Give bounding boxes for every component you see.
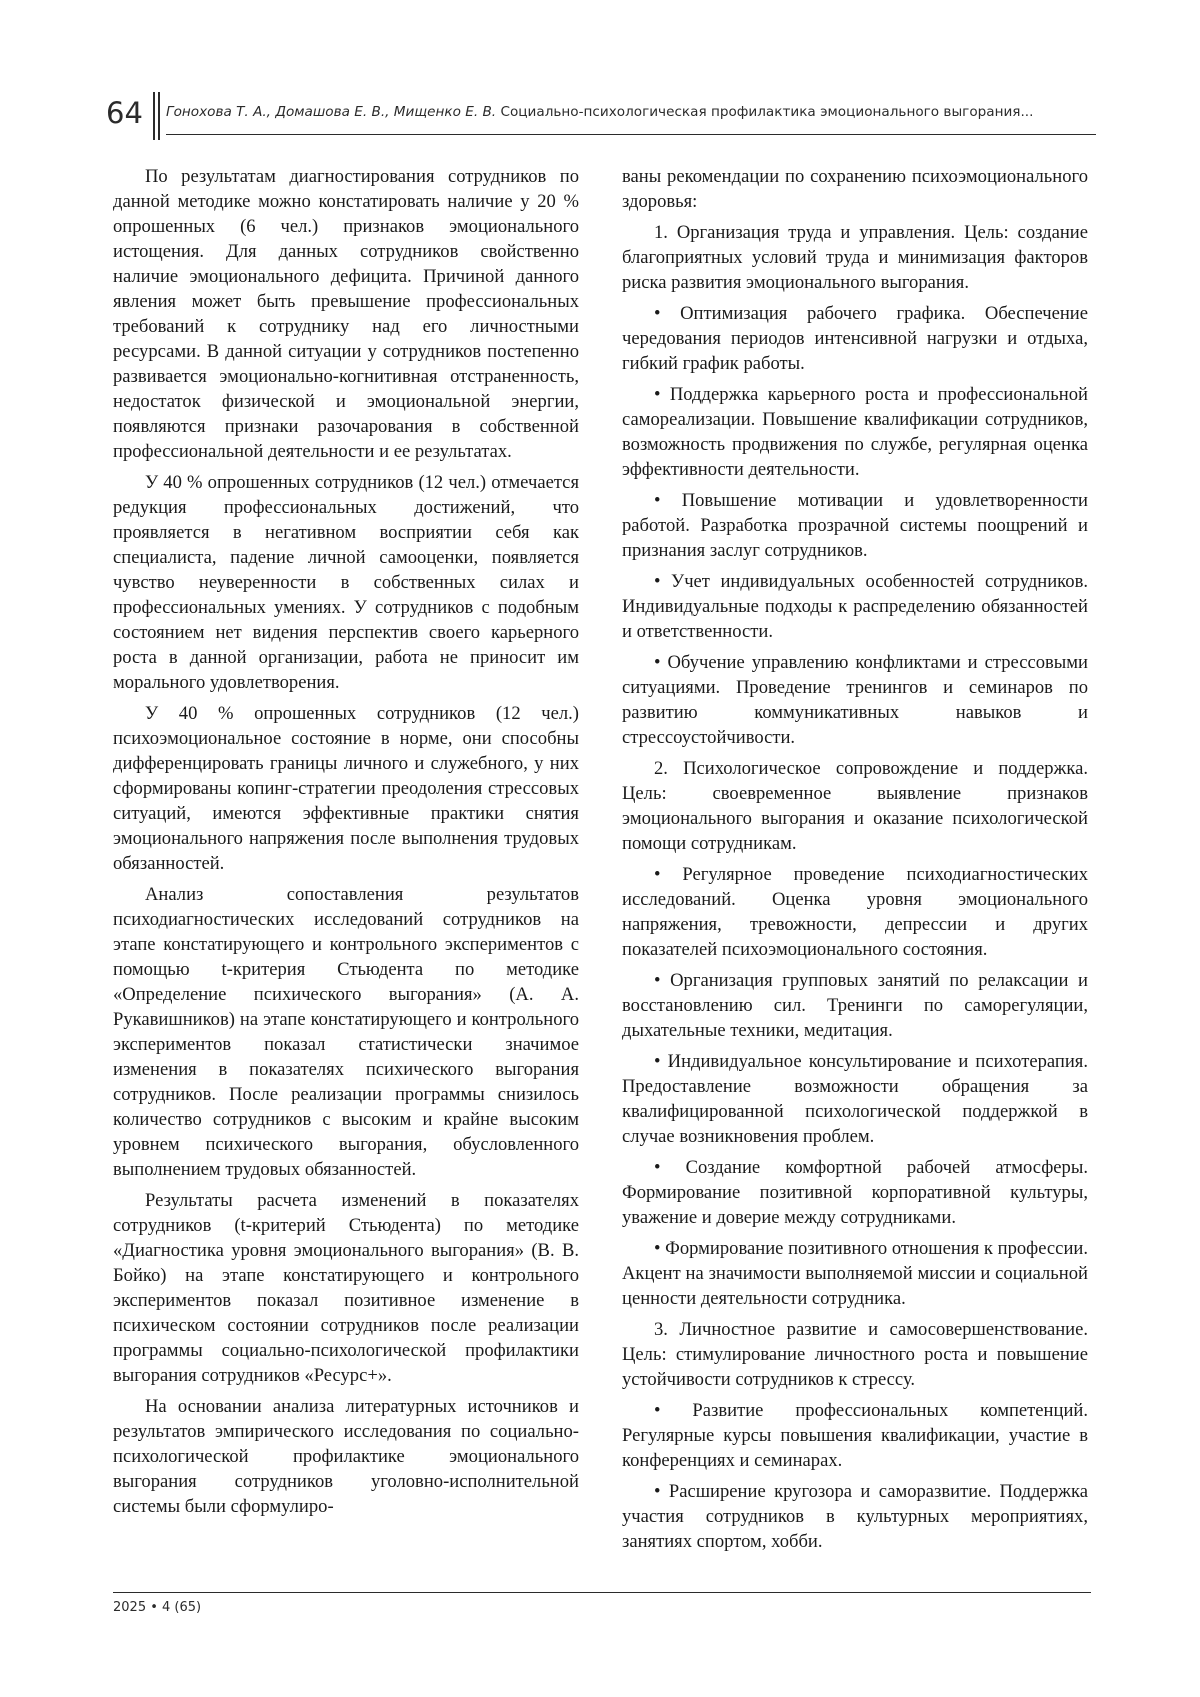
running-title — [166, 104, 1096, 120]
page-number: 64 — [106, 96, 143, 130]
list-heading: 3. Личностное развитие и самосовершенствование. Цель: стимулирование личностного роста и повышение устойчивости сотрудников к стрессу. — [622, 1319, 1088, 1390]
list-item: • Учет индивидуальных особенностей сотрудников. Индивидуальные подходы к распределению обязанностей и ответственности. — [622, 571, 1088, 642]
issue-info: 2025 • 4 (65) — [113, 1600, 202, 1615]
list-item: • Регулярное проведение психодиагностических исследований. Оценка уровня эмоционального напряжения, тревожности, депрессии и других показателей психоэмоционального состояния. — [622, 864, 1088, 960]
left-column — [113, 164, 579, 1519]
right-column — [622, 164, 1088, 1554]
list-item: • Развитие профессиональных компетенций. Регулярные курсы повышения квалификации, участие в конференциях и семинарах. — [622, 1400, 1088, 1471]
paragraph: У 40 % опрошенных сотрудников (12 чел.) психоэмоциональное состояние в норме, они способны дифференцировать границы личного и служебного, у них сформированы копинг-стратегии преодоления стрессовых ситуаций, имеются эффективные практики снятия эмоционального напряжения после выполнения трудовых обязанностей. — [113, 703, 579, 874]
paragraph: Результаты расчета изменений в показателях сотрудников (t-критерий Стьюдента) по методике «Диагностика уровня эмоционального выгорания» (В. В. Бойко) на этапе констатирующего и контрольного экспериментов показал позитивное изменение в психическом состоянии сотрудников после реализации программы социально-психологической профилактики выгорания сотрудников «Ресурс+». — [113, 1190, 579, 1386]
list-item: • Оптимизация рабочего графика. Обеспечение чередования периодов интенсивной нагрузки и отдыха, гибкий график работы. — [622, 303, 1088, 374]
header-rule — [166, 134, 1096, 135]
list-item: • Повышение мотивации и удовлетворенности работой. Разработка прозрачной системы поощрений и признания заслуг сотрудников. — [622, 490, 1088, 561]
paragraph: Анализ сопоставления результатов психодиагностических исследований сотрудников на этапе констатирующего и контрольного экспериментов с помощью t-критерия Стьюдента по методике «Определение психического выгорания» (А. А. Рукавишников) на этапе констатирующего и контрольного экспериментов показал статистически значимое изменения в показателях психического выгорания сотрудников. После реализации программы снизилось количество сотрудников с высоким и крайне высоким уровнем психического выгорания, обусловленного выполнением трудовых обязанностей. — [113, 884, 579, 1180]
list-item: • Организация групповых занятий по релаксации и восстановлению сил. Тренинги по саморегуляции, дыхательные техники, медитация. — [622, 970, 1088, 1041]
footer-rule — [113, 1592, 1091, 1593]
running-authors: Гонохова Т. А., Домашова Е. В., Мищенко Е. В. — [166, 104, 497, 120]
list-item: • Обучение управлению конфликтами и стрессовыми ситуациями. Проведение тренингов и семинаров по развитию коммуникативных навыков и стрессоустойчивости. — [622, 652, 1088, 748]
list-item: • Поддержка карьерного роста и профессиональной самореализации. Повышение квалификации сотрудников, возможность продвижения по службе, регулярная оценка эффективности деятельности. — [622, 384, 1088, 480]
paragraph: У 40 % опрошенных сотрудников (12 чел.) отмечается редукция профессиональных достижений, что проявляется в негативном восприятии себя как специалиста, падение личной самооценки, появляется чувство неуверенности в собственных силах и профессиональных умениях. У сотрудников с подобным состоянием нет видения перспектив своего карьерного роста в данной организации, работа не приносит им морального удовлетворения. — [113, 472, 579, 693]
list-heading: 1. Организация труда и управления. Цель: создание благоприятных условий труда и минимизация факторов риска развития эмоционального выгорания. — [622, 222, 1088, 293]
running-article-title: Социально-психологическая профилактика эмоционального выгорания... — [500, 104, 1034, 120]
paragraph: По результатам диагностирования сотрудников по данной методике можно констатировать наличие у 20 % опрошенных (6 чел.) признаков эмоционального истощения. Для данных сотрудников свойственно наличие эмоционального дефицита. Причиной данного явления может быть превышение профессиональных требований к сотруднику над его личностными ресурсами. В данной ситуации у сотрудников постепенно развивается эмоционально-когнитивная отстраненность, недостаток физической и эмоциональной энергии, появляются признаки разочарования в собственной профессиональной деятельности и ее результатах. — [113, 166, 579, 462]
paragraph: На основании анализа литературных источников и результатов эмпирического исследования по социально-психологической профилактике эмоционального выгорания сотрудников уголовно-исполнительной системы были сформулиро- — [113, 1396, 579, 1517]
header-divider — [153, 92, 155, 140]
list-item: • Индивидуальное консультирование и психотерапия. Предоставление возможности обращения за квалифицированной психологической поддержкой в случае возникновения проблем. — [622, 1051, 1088, 1147]
paragraph: ваны рекомендации по сохранению психоэмоционального здоровья: — [622, 166, 1088, 212]
running-header — [106, 92, 1096, 140]
list-item: • Расширение кругозора и саморазвитие. Поддержка участия сотрудников в культурных мероприятиях, занятиях спортом, хобби. — [622, 1481, 1088, 1552]
header-divider — [158, 92, 160, 140]
list-item: • Формирование позитивного отношения к профессии. Акцент на значимости выполняемой миссии и социальной ценности деятельности сотрудника. — [622, 1238, 1088, 1309]
list-item: • Создание комфортной рабочей атмосферы. Формирование позитивной корпоративной культуры, уважение и доверие между сотрудниками. — [622, 1157, 1088, 1228]
list-heading: 2. Психологическое сопровождение и поддержка. Цель: своевременное выявление признаков эмоционального выгорания и оказание психологической помощи сотрудникам. — [622, 758, 1088, 854]
